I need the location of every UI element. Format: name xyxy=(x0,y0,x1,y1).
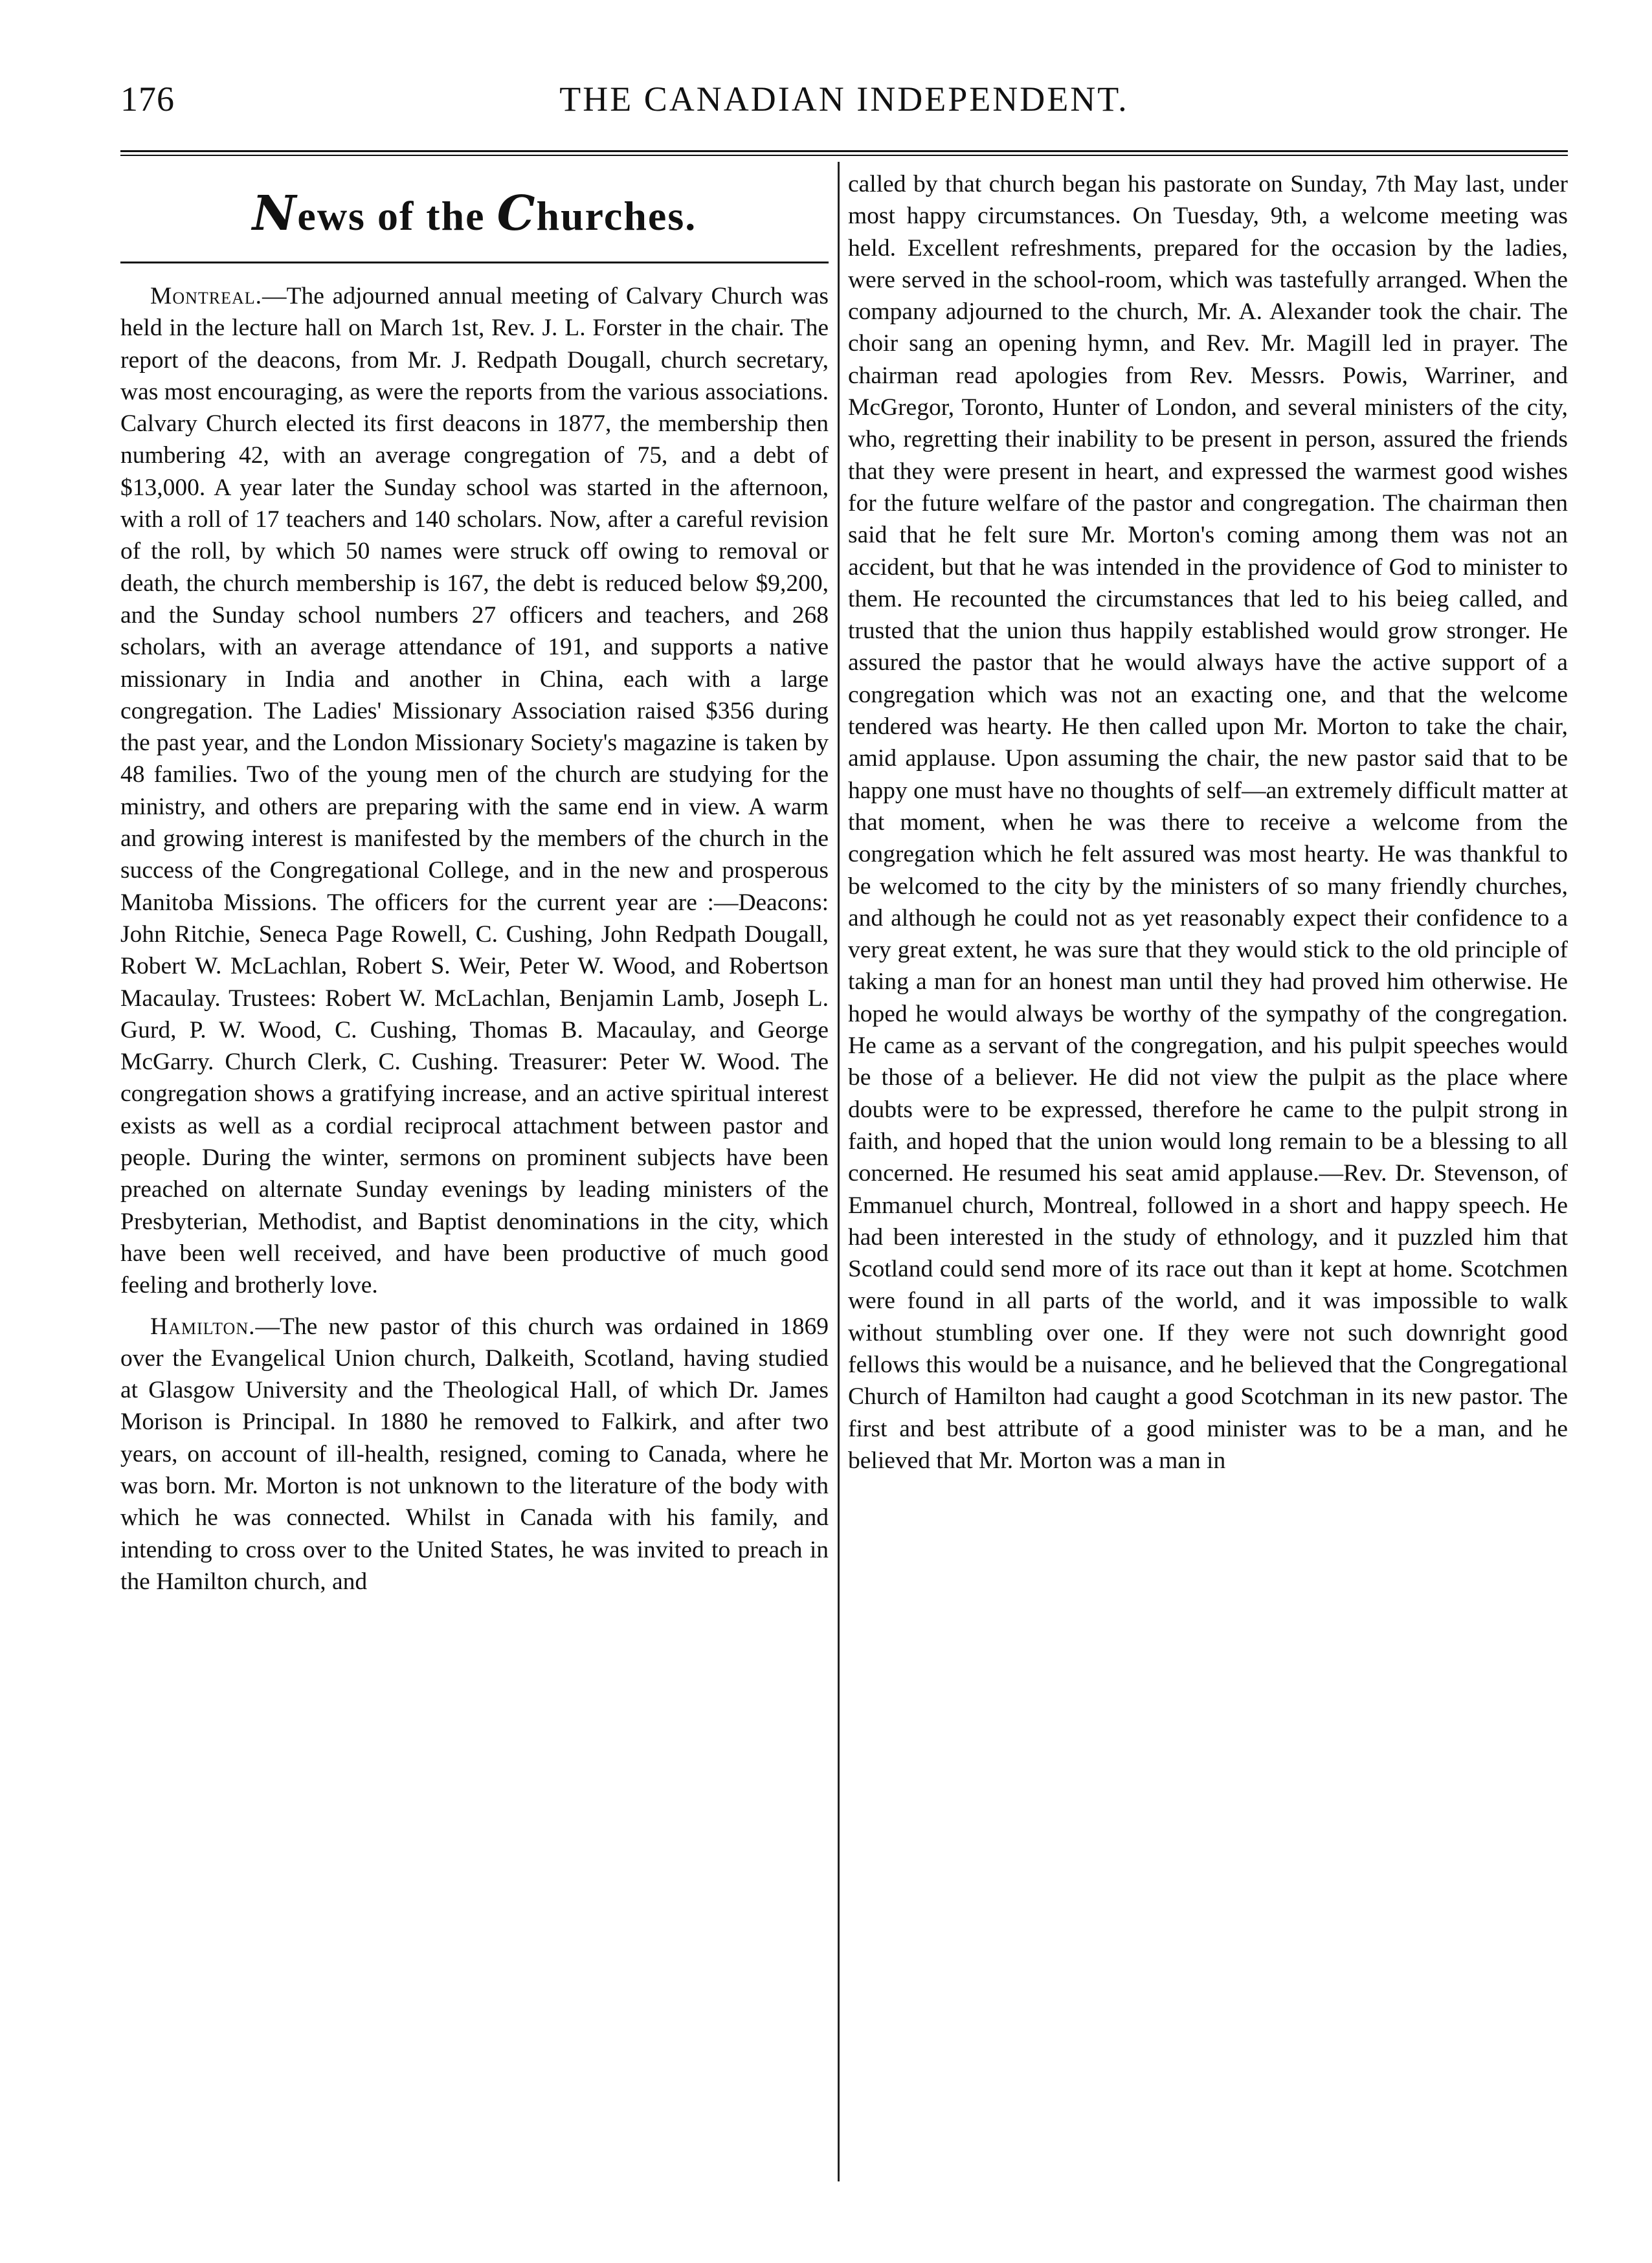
heading-rule xyxy=(120,262,829,263)
heading-part-b: hurches. xyxy=(536,193,697,239)
right-column xyxy=(848,168,1568,2207)
article-montreal xyxy=(120,280,829,1302)
running-head xyxy=(120,70,1568,122)
hamilton-continued-text: called by that church began his pastorate on Sunday, 7th May last, under most happy circumstances. On Tuesday, 9th, a welcome meeting was held. Excellent refreshments, prepared for the occasion by the ladies, were served in the school-room, which was tastefully arranged. When the company adjourned to the church, Mr. A. Alexander took the chair. The choir sang an opening hymn, and Rev. Mr. Magill led in prayer. The chairman read apologies from Rev. Messrs. Powis, Warriner, and McGregor, Toronto, Hunter of London, and several ministers of the city, who, regretting their inability to be present in person, assured the friends that they were present in heart, and expressed the warmest good wishes for the future welfare of the pastor and congregation. The chairman then said that he felt sure Mr. Morton's coming among them was not an accident, but that he was intended in the providence of God to minister to them. He recounted the circumstances that led to his beieg called, and trusted that the union thus happily established would grow stronger. He assured the pastor that he would always have the active support of a congregation which was not an exacting one, and that the welcome tendered was hearty. He then called upon Mr. Morton to take the chair, amid applause. Upon assuming the chair, the new pastor said that to be happy one must have no thoughts of self—an extremely difficult matter at that moment, when he was there to receive a welcome from the congregation which he felt assured was most hearty. He was thankful to be welcomed to the city by the ministers of so many friendly churches, and although he could not as yet reasonably expect their confidence to a very great extent, he was sure that they would stick to the old principle of taking a man for an honest man until they had proved him otherwise. He hoped he would always be worthy of the sympathy of the congregation. He came as a servant of the congregation, and his pulpit speeches would be those of a believer. He did not view the pulpit as the place where doubts were to be expressed, therefore he came to the pulpit strong in faith, and hoped that the union would long remain to be a blessing to all concerned. He resumed his seat amid applause.—Rev. Dr. Stevenson, of Emmanuel church, Montreal, followed in a short and happy speech. He had been interested in the study of ethnology, and it puzzled him that Scotland could send more of its race out than it kept at home. Scotchmen were found in all parts of the world, and it was impossible to walk without stumbling over one. If they were not such downright good fellows this would be a nuisance, and he believed that the Congregational Church of Hamilton had caught a good Scotchman in its new pastor. The first and best attribute of a good minister was to be a man, and he believed that Mr. Morton was a man in xyxy=(848,171,1568,1474)
left-column xyxy=(120,162,829,2201)
page-number: 176 xyxy=(120,80,175,118)
article-hamilton xyxy=(120,1311,829,1598)
header-rule xyxy=(120,150,1568,156)
journal-title: THE CANADIAN INDEPENDENT. xyxy=(559,80,1129,118)
heading-initial-c: C xyxy=(497,186,537,241)
montreal-text: —The adjourned annual meeting of Calvary Church was held in the lecture hall on March 1st, Rev. J. L. Forster in the chair. The report of the deacons, from Mr. J. Redpath Dougall, church secretary, was most encouraging, as were the reports from the various associations. Calvary Church elected its first deacons in 1877, the membership then numbering 42, with an average congregation of 75, and a debt of $13,000. A year later the Sunday school was started in the afternoon, with a roll of 17 teachers and 140 scholars. Now, after a careful revision of the roll, by which 50 names were struck off owing to removal or death, the church membership is 167, the debt is reduced below $9,200, and the Sunday school numbers 27 officers and teachers, and 268 scholars, with an average attendance of 191, and supports a native missionary in India and another in China, each with a large congregation. The Ladies' Missionary Association raised $356 during the past year, and the London Missionary Society's magazine is taken by 48 families. Two of the young men of the church are studying for the ministry, and others are preparing with the same end in view. A warm and growing interest is manifested by the members of the church in the success of the Congregational College, and in the new and prosperous Manitoba Missions. The officers for the current year are :—Deacons: John Ritchie, Seneca Page Rowell, C. Cushing, John Redpath Dougall, Robert W. McLachlan, Robert S. Weir, Peter W. Wood, and Robertson Macaulay. Trustees: Robert W. McLachlan, Benjamin Lamb, Joseph L. Gurd, P. W. Wood, C. Cushing, Thomas B. Macaulay, and George McGarry. Church Clerk, C. Cushing. Treasurer: Peter W. Wood. The congregation shows a gratifying increase, and an active spiritual interest exists as well as a cordial reciprocal attachment between pastor and people. During the winter, sermons on prominent subjects have been preached on alternate Sunday evenings by leading ministers of the Presbyterian, Methodist, and Baptist denominations in the city, which have been well received, and have been productive of much good feeling and brotherly love. xyxy=(120,283,829,1299)
place-hamilton: Hamilton. xyxy=(150,1313,256,1340)
place-montreal: Montreal. xyxy=(150,283,263,309)
heading-initial-n: N xyxy=(252,186,298,241)
hamilton-text: —The new pastor of this church was ordained in 1869 over the Evangelical Union church, Dalkeith, Scotland, having studied at Glasgow University and the Theological Hall, of which Dr. James Morison is Principal. In 1880 he removed to Falkirk, and after two years, on account of ill-health, resigned, coming to Canada, where he was born. Mr. Morton is not unknown to the literature of the body with which he was connected. Whilst in Canada with his family, and intending to cross over to the United States, he was invited to preach in the Hamilton church, and xyxy=(120,1313,829,1595)
section-heading xyxy=(120,188,829,242)
column-divider xyxy=(838,162,840,2181)
heading-part-a: ews of the xyxy=(297,193,497,239)
